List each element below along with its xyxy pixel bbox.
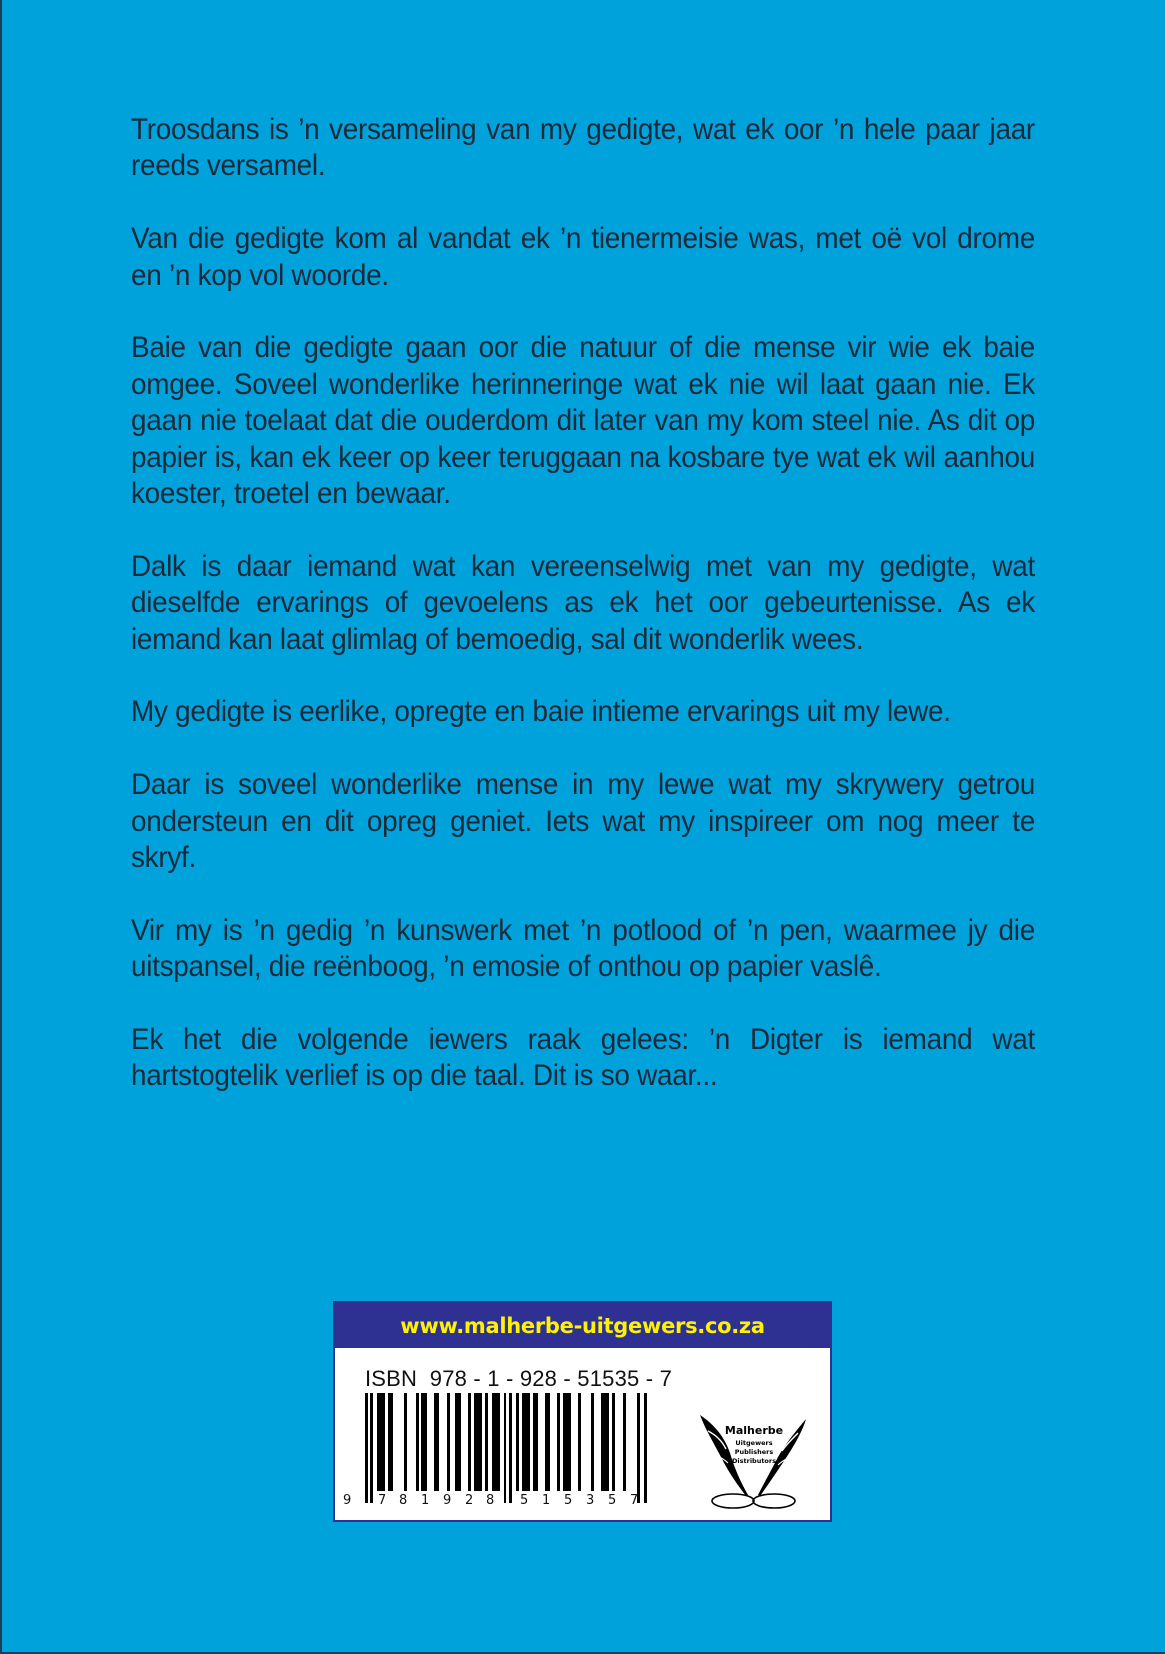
isbn-number: ISBN 978 - 1 - 928 - 51535 - 7: [365, 1366, 673, 1391]
barcode-digits: 9 7 8 1 9 2 8 5 1 5 3 5 7: [343, 1493, 639, 1508]
logo-subtitle: Distributors: [732, 1457, 776, 1465]
blurb-paragraph: Troosdans is ’n versameling van my gedigte, wat ek oor ’n hele paar jaar reeds versamel.: [131, 113, 1035, 183]
blurb-paragraph: Baie van die gedigte gaan oor die natuur of die mense vir wie ek baie omgee. Soveel wonderlike herinneringe wat ek nie wil laat gaan nie. Ek gaan nie toelaat dat die ouderdom dit later van my kom steel nie. As dit op papier is, kan ek keer op keer teruggaan na kosbare tye wat ek wil aanhou koester, troetel en bewaar.: [131, 331, 1035, 511]
blurb-paragraph: My gedigte is eerlike, opregte en baie intieme ervarings uit my lewe.: [131, 695, 951, 729]
blurb-paragraph: Van die gedigte kom al vandat ek ’n tienermeisie was, met oë vol drome en ’n kop vol woorde.: [131, 222, 1035, 292]
barcode-icon: [365, 1393, 655, 1503]
publisher-url[interactable]: www.malherbe-uitgewers.co.za: [400, 1313, 765, 1338]
blurb-paragraph: Vir my is ’n gedig ’n kunswerk met ’n potlood of ’n pen, waarmee jy die uitspansel, die reënboog, ’n emosie of onthou op papier vaslê.: [131, 913, 1035, 984]
publisher-url-band: [335, 1303, 830, 1348]
back-cover-blurb: [131, 112, 1035, 1131]
publisher-logo: [698, 1411, 810, 1511]
logo-name: Malherbe: [724, 1424, 784, 1437]
logo-subtitle: Uitgewers: [735, 1439, 773, 1447]
blurb-paragraph: Dalk is daar iemand wat kan vereenselwig met van my gedigte, wat dieselfde ervarings of gevoelens as ek het oor gebeurtenisse. As ek iemand kan laat glimlag of bemoedig, sal dit wonderlik wees.: [131, 549, 1035, 656]
blurb-paragraph: Daar is soveel wonderlike mense in my lewe wat my skrywery getrou ondersteun en dit opreg geniet. Iets wat my inspireer om nog meer te skryf.: [131, 768, 1035, 875]
isbn-barcode-box: [333, 1301, 832, 1522]
blurb-paragraph: Ek het die volgende iewers raak gelees: ’n Digter is iemand wat hartstogtelik verlief is op die taal. Dit is so waar...: [131, 1023, 1035, 1093]
logo-subtitle: Publishers: [734, 1448, 774, 1456]
